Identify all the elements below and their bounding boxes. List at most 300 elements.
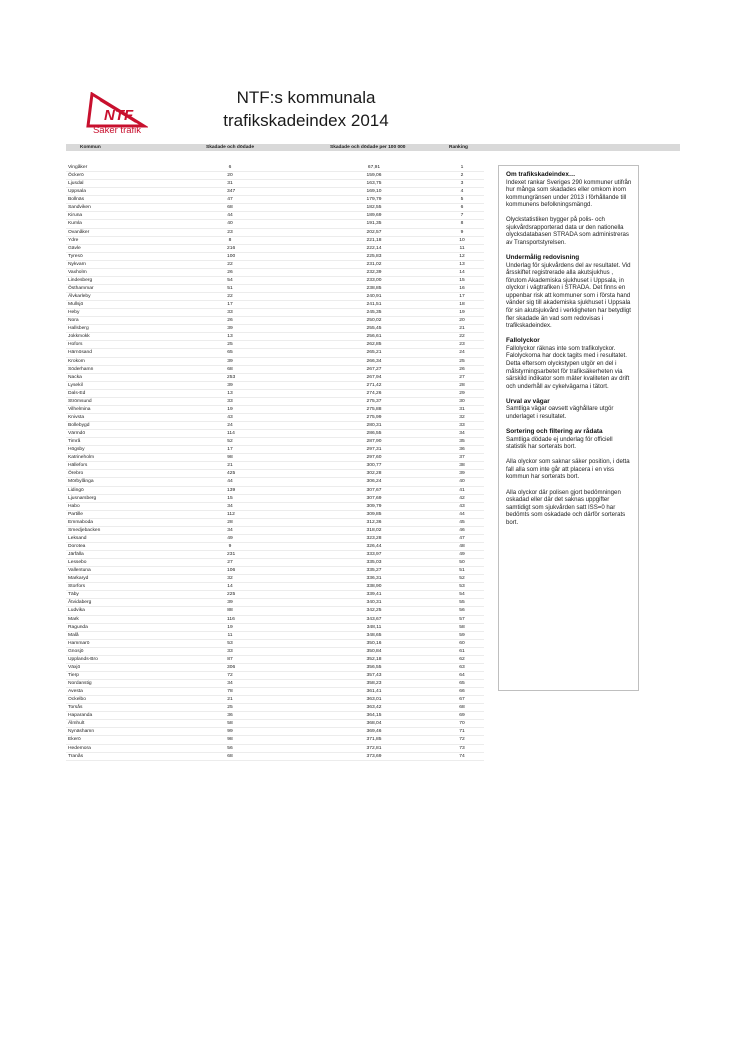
index-cell: 335,03: [366, 560, 382, 566]
rank-cell: 65: [459, 681, 465, 686]
kommun-cell: Öckerö: [68, 173, 84, 179]
kommun-cell: Örebro: [68, 471, 84, 477]
index-cell: 369,46: [366, 729, 382, 735]
table-row: [66, 390, 484, 398]
rank-cell: 70: [459, 721, 465, 727]
count-cell: 19: [227, 406, 233, 412]
table-row: [66, 349, 484, 357]
table-row: [66, 736, 484, 744]
rank-cell: 37: [459, 455, 465, 461]
count-cell: 23: [227, 229, 233, 235]
table-row: [66, 487, 484, 495]
table-row: [66, 632, 484, 640]
index-cell: 262,85: [366, 342, 382, 348]
table-row: [66, 245, 484, 253]
kommun-cell: Mark: [68, 616, 79, 622]
index-cell: 356,55: [366, 664, 382, 670]
count-cell: 15: [227, 495, 233, 501]
kommun-cell: Ovanåker: [68, 229, 90, 235]
rank-cell: 53: [459, 584, 465, 590]
table-row: [66, 237, 484, 245]
index-cell: 300,77: [366, 463, 382, 469]
table-header: [66, 144, 680, 151]
kommun-cell: Vallentuna: [68, 568, 91, 574]
count-cell: 40: [227, 221, 233, 227]
count-cell: 51: [227, 285, 233, 291]
count-cell: 25: [227, 705, 233, 711]
index-cell: 297,31: [366, 447, 382, 453]
index-cell: 182,55: [366, 205, 382, 211]
rank-cell: 51: [459, 568, 465, 574]
rank-cell: 48: [459, 543, 465, 549]
count-cell: 13: [227, 334, 233, 340]
kommun-cell: Malå: [68, 632, 79, 638]
table-row: [66, 220, 484, 228]
rank-cell: 55: [459, 600, 465, 606]
rank-cell: 2: [460, 173, 464, 179]
table-row: [66, 317, 484, 325]
kommun-cell: Ludvika: [68, 608, 85, 614]
rank-cell: 57: [459, 616, 465, 622]
count-cell: 425: [227, 471, 236, 477]
table-row: [66, 511, 484, 519]
rank-cell: 26: [459, 366, 465, 372]
rank-cell: 4: [460, 189, 464, 195]
rank-cell: 50: [459, 560, 465, 566]
rank-cell: 45: [459, 519, 465, 525]
kommun-cell: Smedjebacken: [68, 527, 101, 533]
index-cell: 335,27: [366, 568, 382, 574]
table-row: [66, 599, 484, 607]
kommun-cell: Tranås: [68, 753, 84, 759]
rank-cell: 64: [459, 672, 465, 678]
rank-cell: 25: [459, 358, 465, 364]
count-cell: 36: [227, 713, 233, 719]
count-cell: 78: [227, 689, 233, 695]
rank-cell: 3: [460, 181, 464, 187]
count-cell: 98: [227, 737, 233, 743]
table-row: [66, 341, 484, 349]
index-cell: 225,83: [366, 253, 382, 259]
index-cell: 275,99: [366, 414, 382, 420]
header-kommun: Kommun: [80, 145, 101, 150]
count-cell: 49: [227, 535, 233, 541]
kommun-cell: Högsby: [68, 447, 85, 453]
count-cell: 87: [227, 656, 233, 662]
table-row: [66, 575, 484, 583]
index-cell: 336,31: [366, 576, 382, 582]
rank-cell: 15: [459, 277, 465, 283]
kommun-cell: Ockelbo: [68, 697, 86, 703]
table-row: [66, 551, 484, 559]
count-cell: 28: [227, 519, 233, 525]
table-row: [66, 470, 484, 478]
kommun-cell: Vaxholm: [68, 269, 87, 275]
kommun-cell: Uppsala: [68, 189, 86, 195]
rank-cell: 27: [459, 374, 465, 380]
count-cell: 33: [227, 648, 233, 654]
kommun-cell: Hammarö: [68, 640, 90, 646]
table-row: [66, 438, 484, 446]
count-cell: 306: [227, 664, 236, 670]
count-cell: 56: [227, 745, 233, 751]
count-cell: 98: [227, 455, 233, 461]
rank-cell: 9: [460, 229, 464, 235]
rank-cell: 32: [459, 414, 465, 420]
table-row: [66, 196, 484, 204]
rank-cell: 38: [459, 463, 465, 469]
index-cell: 255,45: [366, 326, 382, 332]
info-paragraph: Alla olyckor som saknar säker position, i detta fall alla som inte går att placera i en viss kommun har sorterats bort.: [506, 458, 630, 481]
page-title: [216, 86, 396, 132]
count-cell: 32: [227, 576, 233, 582]
info-paragraph: Alla olyckor där polisen gjort bedömningen oskadad eller där det saknas uppgifter samtidigt som sjukvården satt ISS=0 har bedömts som oskadade och därför sorterats bort.: [506, 488, 626, 526]
info-heading: Undermålig redovisning: [506, 254, 580, 262]
index-cell: 306,24: [366, 479, 382, 485]
count-cell: 26: [227, 269, 233, 275]
header-per-100000: Skadade och dödade per 100 000: [330, 145, 406, 150]
kommun-cell: Kumla: [68, 221, 82, 227]
index-cell: 256,61: [366, 334, 382, 340]
count-cell: 100: [227, 253, 236, 259]
table-row: [66, 374, 484, 382]
kommun-cell: Krokom: [68, 358, 85, 364]
count-cell: 14: [227, 584, 233, 590]
index-cell: 265,21: [366, 350, 382, 356]
table-row: [66, 293, 484, 301]
index-cell: 363,42: [366, 705, 382, 711]
index-cell: 233,00: [366, 277, 382, 283]
table-row: [66, 366, 484, 374]
rank-cell: 59: [459, 632, 465, 638]
table-row: [66, 535, 484, 543]
rank-cell: 17: [459, 294, 465, 299]
index-cell: 361,41: [366, 689, 382, 695]
kommun-cell: Partille: [68, 511, 83, 517]
count-cell: 20: [227, 173, 233, 179]
rank-cell: 30: [459, 398, 465, 404]
index-cell: 364,15: [366, 713, 382, 719]
index-cell: 250,02: [366, 318, 382, 324]
count-cell: 88: [227, 608, 233, 614]
count-cell: 47: [227, 197, 233, 203]
rank-cell: 31: [459, 406, 465, 412]
kommun-cell: Tyresö: [68, 253, 83, 259]
count-cell: 34: [227, 681, 233, 686]
count-cell: 34: [227, 527, 233, 533]
rank-cell: 1: [460, 165, 464, 170]
count-cell: 39: [227, 600, 233, 606]
kommun-cell: Habo: [68, 503, 80, 509]
table-row: [66, 664, 484, 672]
index-cell: 352,18: [366, 656, 382, 662]
rank-cell: 13: [459, 261, 465, 267]
table-row: [66, 358, 484, 366]
count-cell: 68: [227, 366, 233, 372]
kommun-cell: Ydre: [68, 237, 79, 243]
kommun-cell: Värmdö: [68, 431, 86, 437]
rank-cell: 54: [459, 592, 465, 598]
index-cell: 350,84: [366, 648, 382, 654]
rank-cell: 35: [459, 439, 465, 445]
table-row: [66, 607, 484, 615]
rank-cell: 47: [459, 535, 465, 541]
kommun-cell: Bollnäs: [68, 197, 85, 203]
table-row: [66, 559, 484, 567]
count-cell: 44: [227, 213, 233, 219]
kommun-cell: Jokkmokk: [68, 334, 90, 340]
index-cell: 280,31: [366, 423, 382, 428]
index-cell: 318,02: [366, 527, 382, 533]
index-cell: 307,69: [366, 495, 382, 501]
table-row: [66, 309, 484, 317]
kommun-cell: Lysekil: [68, 382, 83, 388]
rank-cell: 43: [459, 503, 465, 509]
title-line-2: trafikskadeindex 2014: [223, 111, 389, 130]
table-row: [66, 680, 484, 688]
count-cell: 54: [227, 277, 233, 283]
index-cell: 323,28: [366, 535, 382, 541]
count-cell: 43: [227, 414, 233, 420]
kommun-cell: Knivsta: [68, 414, 85, 420]
kommun-cell: Haparanda: [68, 713, 93, 719]
kommun-cell: Dals-Ed: [68, 390, 86, 396]
index-cell: 307,67: [366, 487, 382, 493]
count-cell: 17: [227, 302, 233, 308]
index-cell: 275,37: [366, 398, 382, 404]
table-row: [66, 688, 484, 696]
rank-cell: 61: [459, 648, 465, 654]
rank-cell: 44: [459, 511, 465, 517]
rank-cell: 36: [459, 447, 465, 453]
index-cell: 232,39: [366, 269, 382, 275]
kommun-cell: Åtvidaberg: [68, 600, 92, 606]
kommun-cell: Vingåker: [68, 165, 88, 170]
index-cell: 274,26: [366, 390, 382, 396]
table-row: [66, 591, 484, 599]
info-paragraph: Fallolyckor räknas inte som trafikolyckor. Falolyckorna har dock tagits med i resultatet. Detta eftersom olyckstypen utgör en del i målstyrningsarbetet för trafiksäkerheten via särskild indikator som mäter kvaliteten av drift och underhåll av cykelvägarna i tätort.: [506, 344, 630, 390]
rank-cell: 72: [459, 737, 465, 743]
kommun-cell: Vilhelmina: [68, 406, 91, 412]
info-heading: Fallolyckor: [506, 337, 540, 345]
kommun-cell: Upplands-Bro: [68, 656, 98, 662]
rank-cell: 18: [459, 302, 465, 308]
header-count: Skadade och dödade: [206, 145, 254, 150]
index-cell: 238,85: [366, 285, 382, 291]
kommun-cell: Gnosjö: [68, 648, 84, 654]
table-row: [66, 285, 484, 293]
count-cell: 216: [227, 245, 236, 251]
kommun-cell: Nynäshamn: [68, 729, 95, 735]
count-cell: 44: [227, 479, 233, 485]
table-row: [66, 188, 484, 196]
count-cell: 106: [227, 568, 236, 574]
kommun-cell: Älvkarleby: [68, 294, 91, 299]
kommun-cell: Hofors: [68, 342, 83, 348]
info-heading: Om trafikskadeindex…: [506, 171, 576, 178]
count-cell: 22: [227, 261, 233, 267]
table-row: [66, 333, 484, 341]
index-cell: 348,65: [366, 632, 382, 638]
table-row: [66, 204, 484, 212]
kommun-cell: Storfors: [68, 584, 86, 590]
table-row: [66, 616, 484, 624]
count-cell: 34: [227, 503, 233, 509]
count-cell: 53: [227, 640, 233, 646]
count-cell: 231: [227, 552, 236, 557]
count-cell: 72: [227, 672, 233, 678]
kommun-cell: Emmaboda: [68, 519, 94, 525]
table-row: [66, 398, 484, 406]
header-ranking: Ranking: [449, 145, 468, 150]
count-cell: 68: [227, 753, 233, 759]
table-row: [66, 430, 484, 438]
rank-cell: 28: [459, 382, 465, 388]
index-cell: 342,25: [366, 608, 382, 614]
kommun-cell: Tierp: [68, 672, 79, 678]
rank-cell: 42: [459, 495, 465, 501]
kommun-cell: Kiruna: [68, 213, 83, 219]
index-cell: 275,88: [366, 406, 382, 412]
table-row: [66, 253, 484, 261]
info-heading: Sortering och filtering av rådata: [506, 428, 603, 436]
kommun-cell: Dorotea: [68, 543, 86, 549]
rank-cell: 11: [459, 245, 465, 251]
index-cell: 339,41: [366, 592, 382, 598]
table-row: [66, 567, 484, 575]
kommun-cell: Lessebo: [68, 560, 87, 566]
kommun-cell: Hällefors: [68, 463, 88, 469]
table-row: [66, 478, 484, 486]
municipality-table: [66, 164, 484, 761]
kommun-cell: Mullsjö: [68, 302, 84, 308]
count-cell: 116: [227, 616, 235, 622]
rank-cell: 22: [459, 334, 465, 340]
table-row: [66, 406, 484, 414]
rank-cell: 24: [459, 350, 465, 356]
kommun-cell: Hallsberg: [68, 326, 89, 332]
kommun-cell: Avesta: [68, 689, 83, 695]
index-cell: 309,79: [366, 503, 382, 509]
count-cell: 225: [227, 592, 236, 598]
index-cell: 358,23: [366, 681, 382, 686]
count-cell: 27: [227, 560, 233, 566]
index-cell: 309,85: [366, 511, 382, 517]
index-cell: 240,91: [366, 294, 382, 299]
table-row: [66, 277, 484, 285]
table-row: [66, 583, 484, 591]
rank-cell: 21: [459, 326, 465, 332]
ntf-logo: [86, 92, 148, 142]
table-row: [66, 495, 484, 503]
table-row: [66, 454, 484, 462]
index-cell: 286,55: [366, 431, 382, 437]
index-cell: 326,44: [366, 543, 382, 549]
index-cell: 297,60: [366, 455, 382, 461]
count-cell: 19: [227, 624, 233, 630]
index-cell: 179,79: [366, 197, 382, 203]
kommun-cell: Ljusnarsberg: [68, 495, 97, 501]
kommun-cell: Bollebygd: [68, 423, 90, 428]
rank-cell: 33: [459, 423, 465, 428]
count-cell: 13: [227, 390, 233, 396]
kommun-cell: Ragunda: [68, 624, 88, 630]
kommun-cell: Söderhamn: [68, 366, 94, 372]
count-cell: 68: [227, 205, 233, 211]
rank-cell: 34: [459, 431, 465, 437]
table-row: [66, 325, 484, 333]
logo-brand: NTF: [104, 107, 134, 124]
rank-cell: 68: [459, 705, 465, 711]
index-cell: 343,67: [366, 616, 382, 622]
index-cell: 371,85: [366, 737, 382, 743]
table-row: [66, 672, 484, 680]
index-cell: 241,51: [366, 302, 382, 308]
count-cell: 17: [227, 447, 233, 453]
ntf-logo-mark: [86, 92, 148, 128]
rank-cell: 73: [459, 745, 465, 751]
count-cell: 26: [227, 318, 233, 324]
table-row: [66, 180, 484, 188]
rank-cell: 67: [459, 697, 465, 703]
table-row: [66, 745, 484, 753]
kommun-cell: Lindesberg: [68, 277, 93, 283]
kommun-cell: Ekerö: [68, 737, 81, 743]
rank-cell: 6: [460, 205, 464, 211]
table-row: [66, 728, 484, 736]
rank-cell: 8: [460, 221, 464, 227]
table-row: [66, 382, 484, 390]
index-cell: 350,16: [366, 640, 382, 646]
count-cell: 347: [227, 189, 236, 195]
count-cell: 39: [227, 358, 233, 364]
count-cell: 33: [227, 398, 233, 404]
kommun-cell: Ljusdal: [68, 181, 84, 187]
kommun-cell: Härnösand: [68, 350, 92, 356]
rank-cell: 60: [459, 640, 465, 646]
table-row: [66, 527, 484, 535]
count-cell: 24: [227, 423, 233, 428]
count-cell: 21: [227, 697, 233, 703]
kommun-cell: Torsås: [68, 705, 83, 711]
index-cell: 302,28: [366, 471, 382, 477]
count-cell: 139: [227, 487, 236, 493]
index-cell: 222,14: [366, 245, 382, 251]
table-row: [66, 519, 484, 527]
rank-cell: 58: [459, 624, 465, 630]
kommun-cell: Katrineholm: [68, 455, 95, 461]
table-row: [66, 301, 484, 309]
table-row: [66, 696, 484, 704]
rank-cell: 39: [459, 471, 465, 477]
index-cell: 267,94: [366, 374, 382, 380]
rank-cell: 49: [459, 552, 465, 557]
rank-cell: 23: [459, 342, 465, 348]
count-cell: 39: [227, 326, 233, 332]
kommun-cell: Växjö: [68, 664, 81, 670]
title-line-1: NTF:s kommunala: [236, 88, 376, 107]
count-cell: 65: [227, 350, 233, 356]
count-cell: 9: [228, 543, 232, 549]
table-row: [66, 269, 484, 277]
rank-cell: 20: [459, 318, 465, 324]
index-cell: 67,91: [367, 165, 381, 170]
kommun-cell: Östhammar: [68, 285, 94, 291]
kommun-cell: Timrå: [68, 439, 81, 445]
index-cell: 312,36: [366, 519, 382, 525]
logo-tagline: Säker trafik: [92, 125, 142, 136]
rank-cell: 74: [459, 753, 465, 759]
